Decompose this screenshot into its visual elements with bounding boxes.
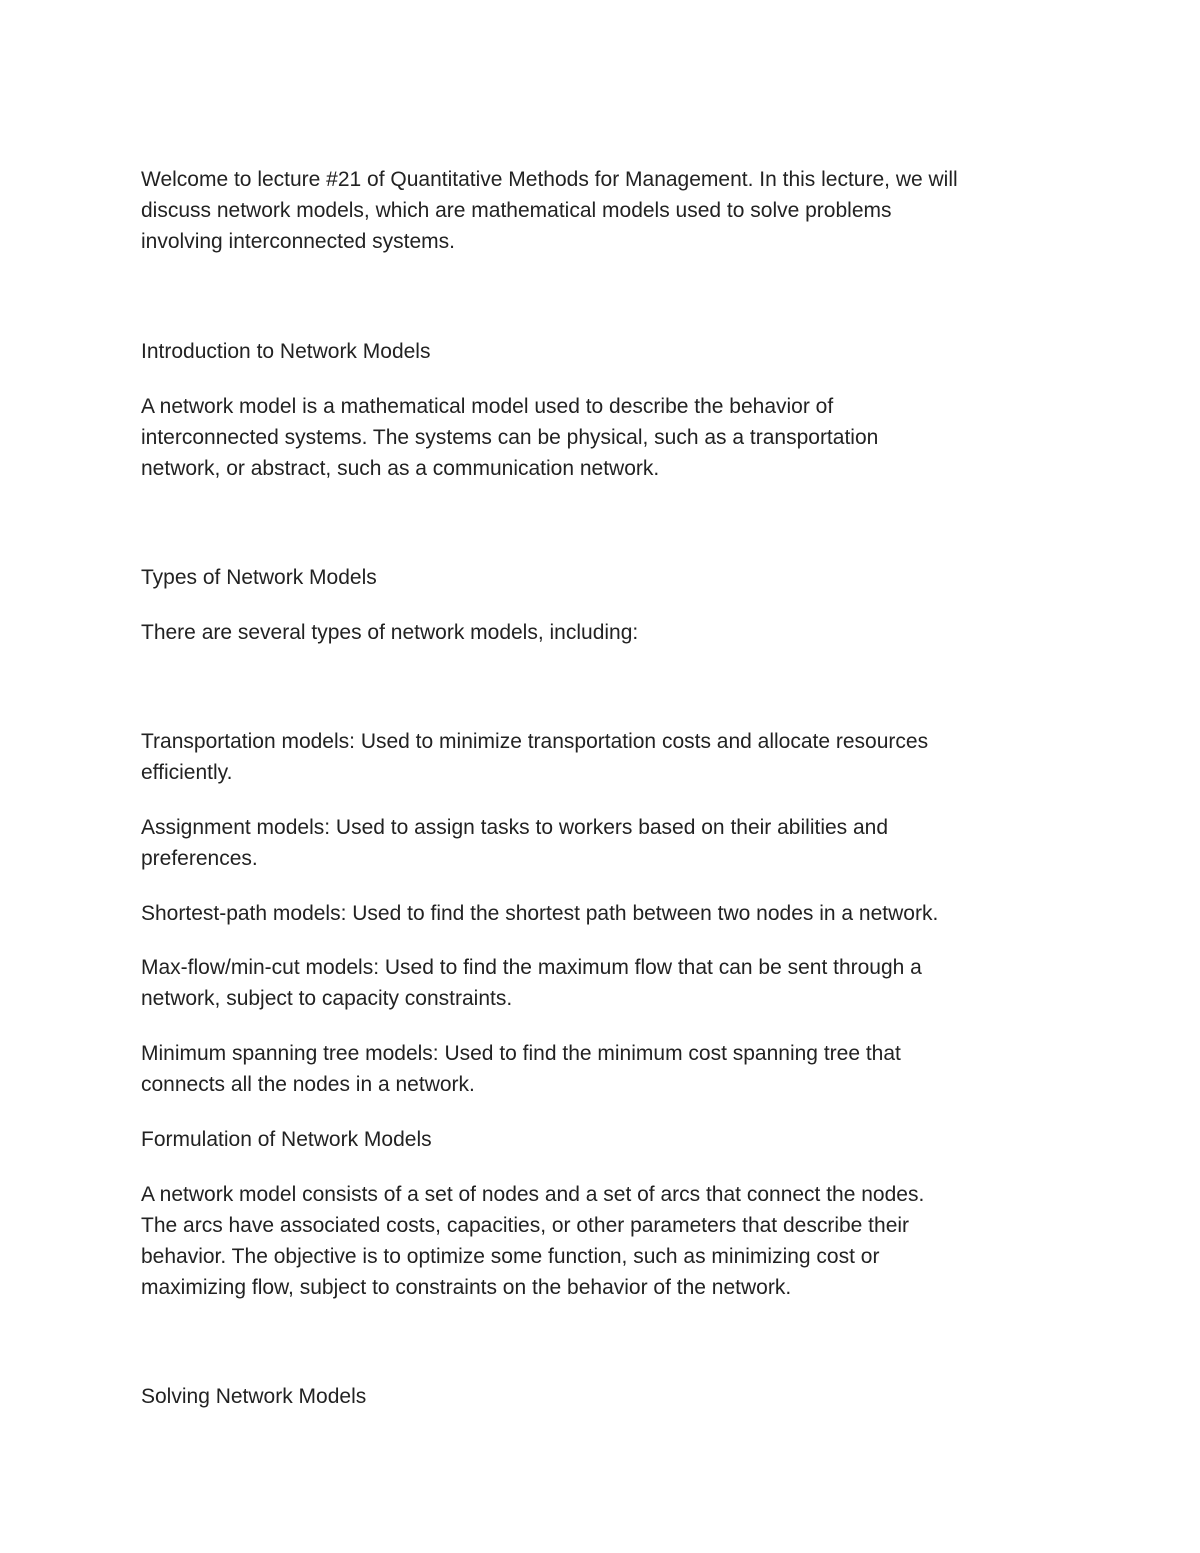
- intro-line: Welcome to lecture #21 of Quantitative Methods for Management. In this lecture, we will: [141, 168, 958, 191]
- types-lead-text: There are several types of network models, including:: [141, 621, 639, 644]
- section-heading-solving: Solving Network Models: [141, 1385, 367, 1408]
- list-item-assignment: Assignment models: Used to assign tasks to workers based on their abilities and: [141, 816, 889, 839]
- list-item-transportation: efficiently.: [141, 761, 233, 784]
- introduction-paragraph-line: interconnected systems. The systems can be physical, such as a transportation: [141, 426, 879, 449]
- section-heading-formulation: Formulation of Network Models: [141, 1128, 432, 1151]
- intro-line: discuss network models, which are mathematical models used to solve problems: [141, 199, 892, 222]
- section-heading-introduction: Introduction to Network Models: [141, 340, 431, 363]
- introduction-paragraph-line: network, or abstract, such as a communication network.: [141, 457, 660, 480]
- list-item-min-spanning-tree: Minimum spanning tree models: Used to find the minimum cost spanning tree that: [141, 1042, 901, 1065]
- section-heading-types: Types of Network Models: [141, 566, 377, 589]
- formulation-paragraph-line: The arcs have associated costs, capacities, or other parameters that describe their: [141, 1214, 910, 1237]
- formulation-paragraph-line: maximizing flow, subject to constraints on the behavior of the network.: [141, 1276, 792, 1299]
- list-item-min-spanning-tree: connects all the nodes in a network.: [141, 1073, 475, 1096]
- formulation-paragraph-line: A network model consists of a set of nodes and a set of arcs that connect the nodes.: [141, 1183, 925, 1206]
- list-item-max-flow: Max-flow/min-cut models: Used to find the maximum flow that can be sent through a: [141, 956, 922, 979]
- list-item-shortest-path: Shortest-path models: Used to find the shortest path between two nodes in a network.: [141, 902, 939, 925]
- list-item-transportation: Transportation models: Used to minimize transportation costs and allocate resources: [141, 730, 929, 753]
- list-item-assignment: preferences.: [141, 847, 258, 870]
- list-item-max-flow: network, subject to capacity constraints.: [141, 987, 513, 1010]
- intro-line: involving interconnected systems.: [141, 230, 455, 253]
- formulation-paragraph-line: behavior. The objective is to optimize some function, such as minimizing cost or: [141, 1245, 880, 1268]
- introduction-paragraph-line: A network model is a mathematical model used to describe the behavior of: [141, 395, 834, 418]
